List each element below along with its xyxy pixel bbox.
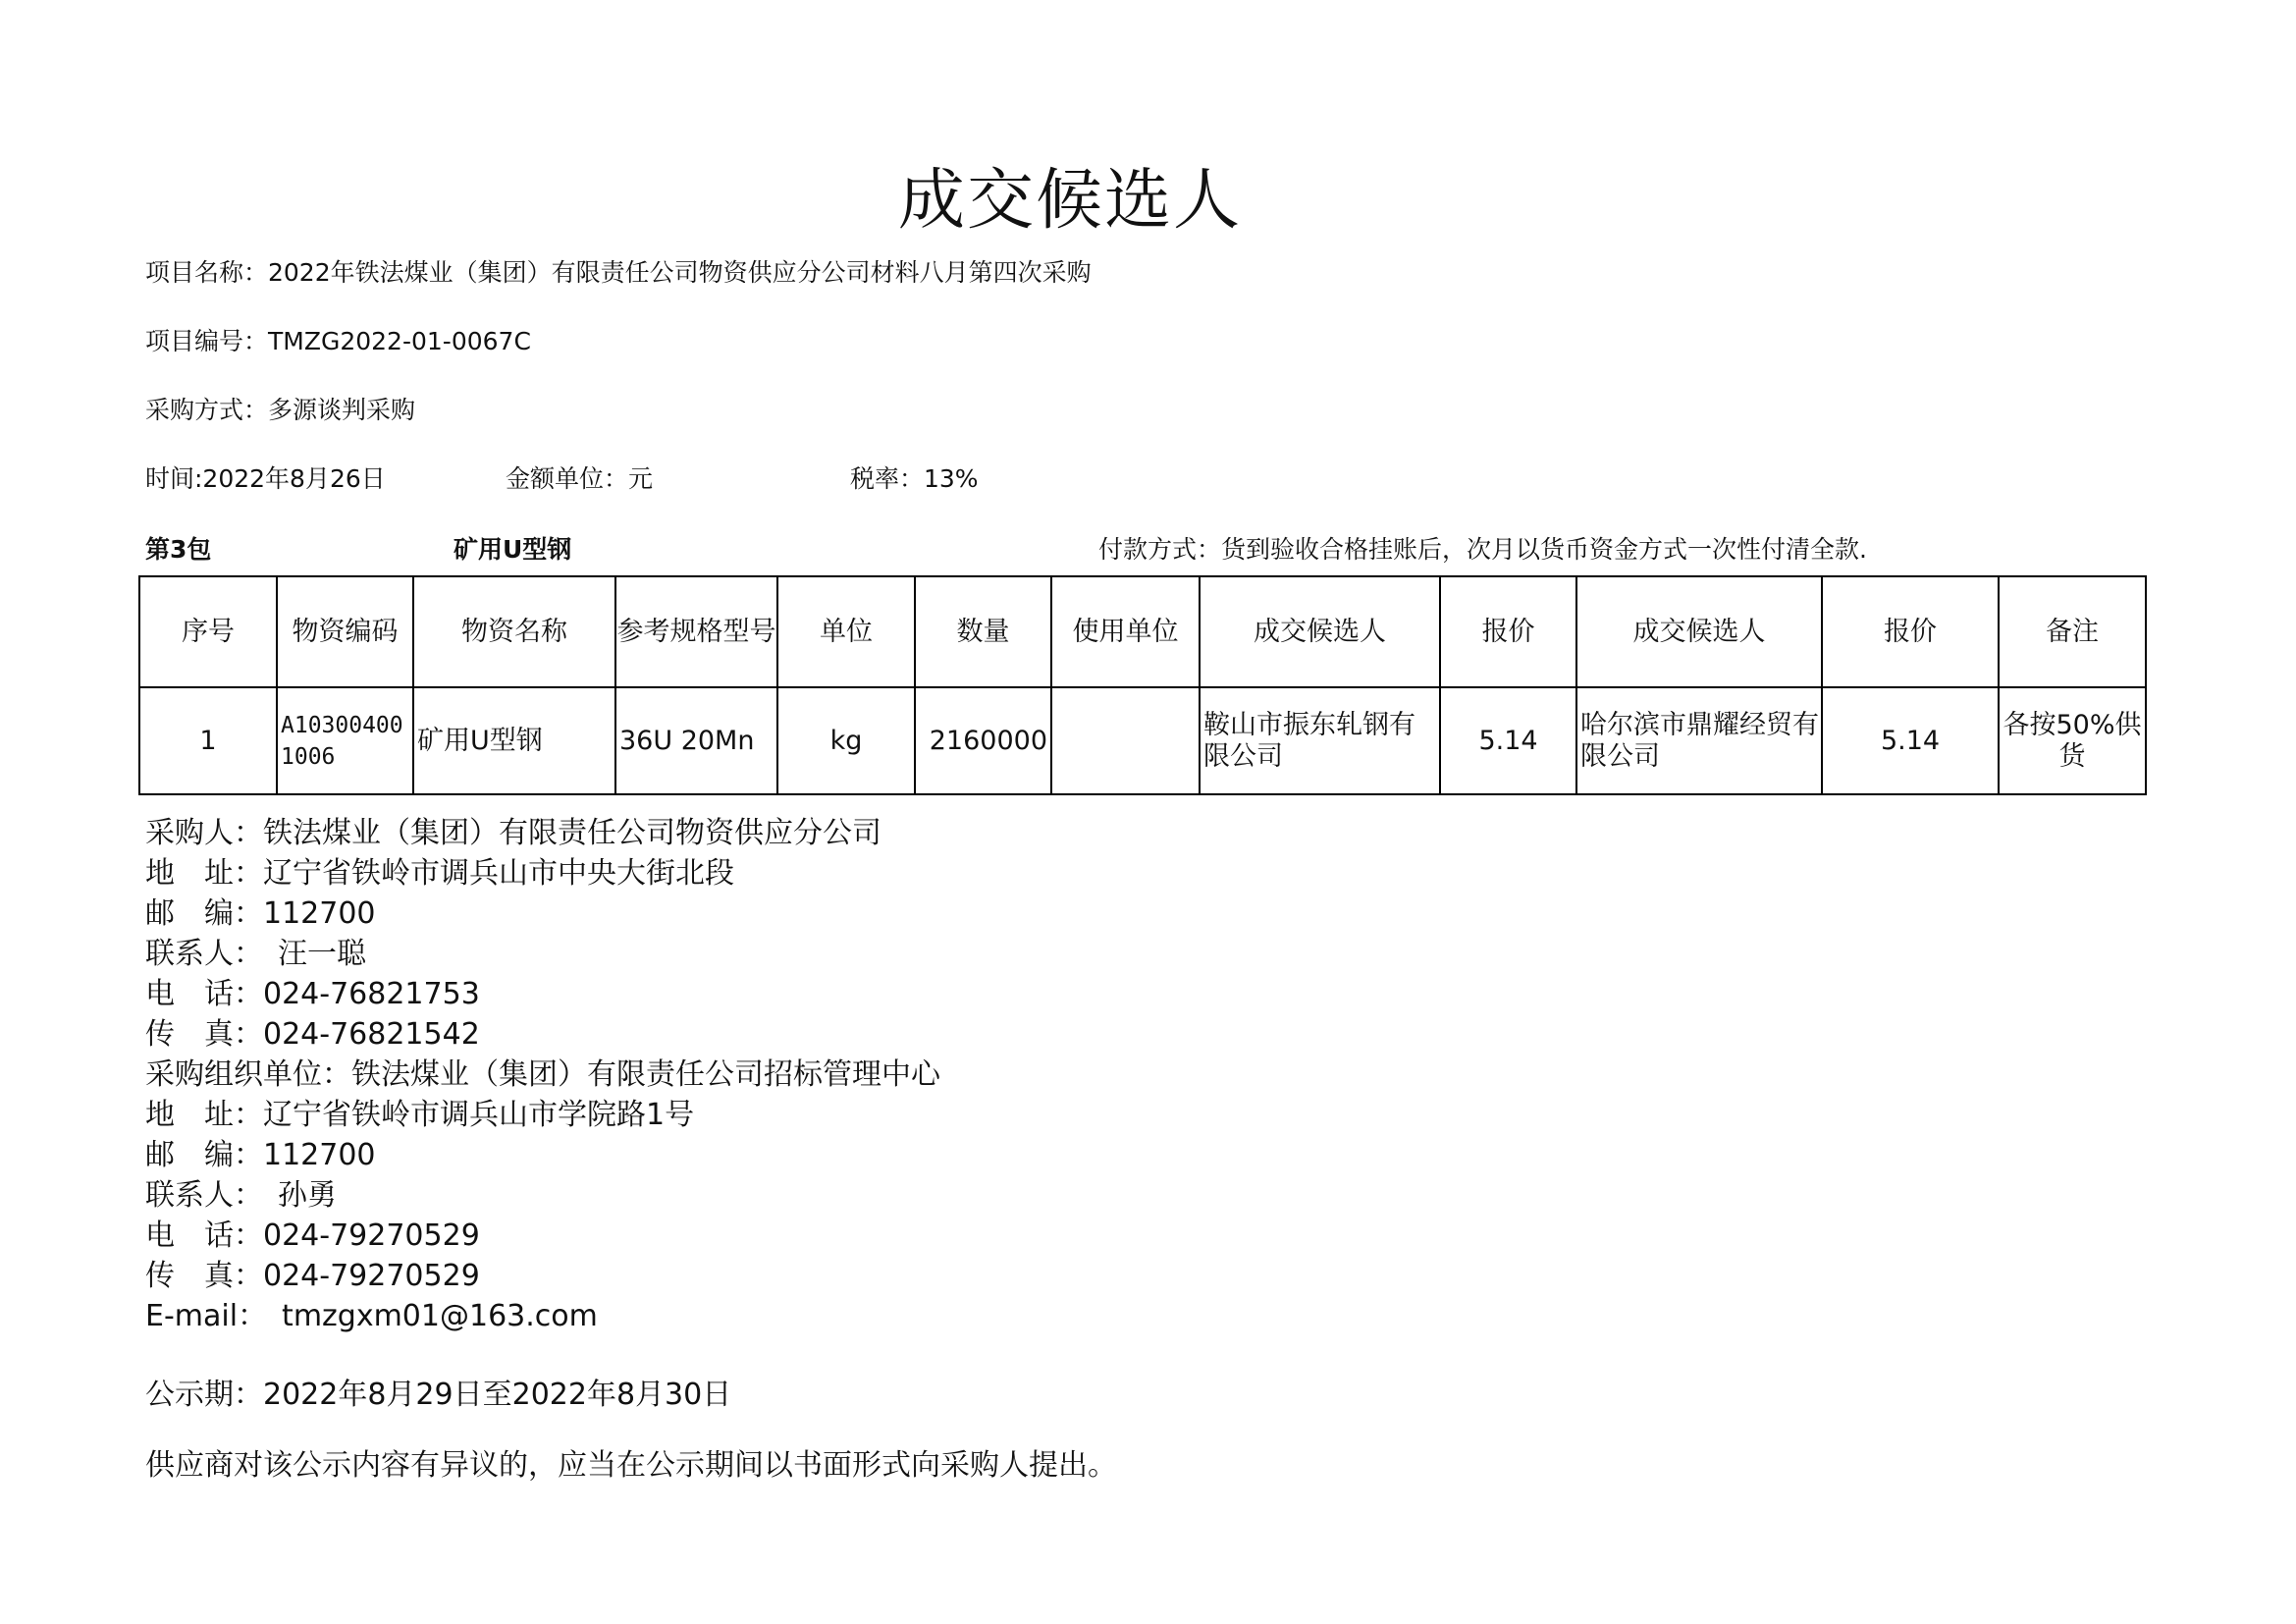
candidate-table [138, 575, 2147, 795]
payment-terms: 付款方式：货到验收合格挂账后，次月以货币资金方式一次性付清全款. [1098, 535, 1867, 564]
contact-line: 地 址：辽宁省铁岭市调兵山市中央大街北段 [145, 856, 734, 891]
cell-spec: 36U 20Mn [615, 687, 777, 794]
cell-candidate-2: 哈尔滨市鼎耀经贸有限公司 [1576, 687, 1822, 794]
header-remark: 备注 [1999, 576, 2146, 687]
header-user-unit: 使用单位 [1051, 576, 1200, 687]
package-number: 第3包 [145, 535, 212, 564]
contact-line: 联系人： 汪一聪 [145, 937, 366, 971]
cell-seq: 1 [139, 687, 277, 794]
tax-rate: 税率：13% [850, 464, 979, 493]
package-name: 矿用U型钢 [454, 535, 572, 564]
contact-line: 地 址：辽宁省铁岭市调兵山市学院路1号 [145, 1098, 695, 1132]
contact-line: 传 真：024-76821542 [145, 1017, 480, 1052]
cell-qty: 2160000 [915, 687, 1051, 794]
table-header-row [139, 576, 2146, 687]
contact-line: 传 真：024-79270529 [145, 1259, 480, 1293]
header-candidate-2: 成交候选人 [1576, 576, 1822, 687]
contact-line: 采购人：铁法煤业（集团）有限责任公司物资供应分公司 [145, 816, 881, 850]
cell-code: A103004001006 [277, 687, 413, 794]
procurement-method: 采购方式：多源谈判采购 [145, 396, 416, 424]
cell-price-1: 5.14 [1440, 687, 1576, 794]
contact-line: 联系人： 孙勇 [145, 1178, 337, 1213]
objection-notice: 供应商对该公示内容有异议的，应当在公示期间以书面形式向采购人提出。 [145, 1448, 1117, 1483]
publicity-period: 公示期：2022年8月29日至2022年8月30日 [145, 1378, 732, 1412]
header-qty: 数量 [915, 576, 1051, 687]
date: 时间:2022年8月26日 [145, 464, 386, 493]
cell-unit: kg [777, 687, 915, 794]
project-number: 项目编号：TMZG2022-01-0067C [145, 327, 531, 355]
cell-price-2: 5.14 [1822, 687, 1999, 794]
cell-candidate-1: 鞍山市振东轧钢有限公司 [1200, 687, 1440, 794]
header-price-1: 报价 [1440, 576, 1576, 687]
header-spec: 参考规格型号 [615, 576, 777, 687]
cell-user-unit [1051, 687, 1200, 794]
contact-line: 邮 编：112700 [145, 896, 376, 931]
header-name: 物资名称 [413, 576, 615, 687]
header-candidate-1: 成交候选人 [1200, 576, 1440, 687]
header-seq: 序号 [139, 576, 277, 687]
contact-line: E-mail： tmzgxm01@163.com [145, 1299, 598, 1333]
contact-line: 邮 编：112700 [145, 1138, 376, 1172]
contact-line: 电 话：024-76821753 [145, 977, 480, 1011]
header-price-2: 报价 [1822, 576, 1999, 687]
contact-block [145, 813, 940, 1336]
header-unit: 单位 [777, 576, 915, 687]
currency-unit: 金额单位：元 [506, 464, 654, 493]
contact-line: 采购组织单位：铁法煤业（集团）有限责任公司招标管理中心 [145, 1057, 940, 1092]
cell-remark: 各按50%供货 [1999, 687, 2146, 794]
contact-line: 电 话：024-79270529 [145, 1218, 480, 1253]
page-title: 成交候选人 [897, 162, 1242, 240]
header-code: 物资编码 [277, 576, 413, 687]
table-row [139, 687, 2146, 794]
project-name: 项目名称：2022年铁法煤业（集团）有限责任公司物资供应分公司材料八月第四次采购 [145, 258, 1092, 287]
cell-name: 矿用U型钢 [413, 687, 615, 794]
